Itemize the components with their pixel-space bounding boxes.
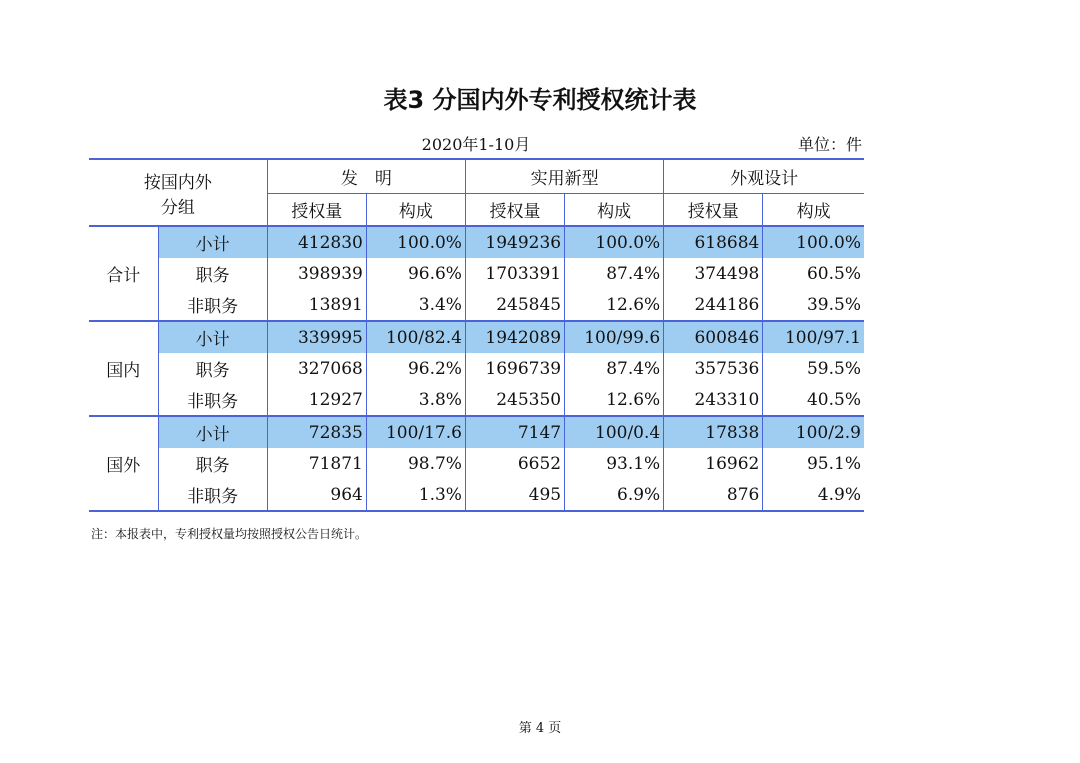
subheader-design-count: 授权量 xyxy=(664,194,763,227)
table-cell: 100/0.4 xyxy=(565,416,664,448)
table-cell: 1703391 xyxy=(465,258,564,289)
table-cell: 12927 xyxy=(267,384,366,416)
table-cell: 398939 xyxy=(267,258,366,289)
group-header-line-1: 按国内外 xyxy=(143,172,212,193)
table-cell: 59.5% xyxy=(763,353,864,384)
table-cell: 964 xyxy=(267,479,366,511)
subheader-invention-count: 授权量 xyxy=(267,194,366,227)
table-row xyxy=(89,321,864,353)
table-cell: 40.5% xyxy=(763,384,864,416)
header-utility-model: 实用新型 xyxy=(465,159,663,194)
table-cell: 96.2% xyxy=(366,353,465,384)
table-cell: 100.0% xyxy=(366,226,465,258)
row-label: 小计 xyxy=(158,416,267,448)
table-cell: 95.1% xyxy=(763,448,864,479)
table-cell: 412830 xyxy=(267,226,366,258)
table-cell: 96.6% xyxy=(366,258,465,289)
table-row xyxy=(89,416,864,448)
table-cell: 12.6% xyxy=(565,289,664,321)
table-title: 表3 分国内外专利授权统计表 xyxy=(383,86,697,114)
table-row xyxy=(89,258,864,289)
row-label: 非职务 xyxy=(158,289,267,321)
table-cell: 100/17.6 xyxy=(366,416,465,448)
table-cell: 71871 xyxy=(267,448,366,479)
table-cell: 327068 xyxy=(267,353,366,384)
table-note: 注：本报表中，专利授权量均按照授权公告日统计。 xyxy=(91,527,368,541)
table-cell: 87.4% xyxy=(565,258,664,289)
table-row xyxy=(89,226,864,258)
table-cell: 12.6% xyxy=(565,384,664,416)
page-number: 第 4 页 xyxy=(518,721,562,736)
table-cell: 876 xyxy=(664,479,763,511)
table-cell: 374498 xyxy=(664,258,763,289)
table-row xyxy=(89,479,864,511)
table-cell: 13891 xyxy=(267,289,366,321)
table-cell: 98.7% xyxy=(366,448,465,479)
table-cell: 1942089 xyxy=(465,321,564,353)
table-cell: 100.0% xyxy=(763,226,864,258)
table-cell: 100/82.4 xyxy=(366,321,465,353)
subheader-design-share: 构成 xyxy=(763,194,864,227)
header-invention: 发 明 xyxy=(267,159,465,194)
table-row xyxy=(89,289,864,321)
table-cell: 618684 xyxy=(664,226,763,258)
row-label: 非职务 xyxy=(158,384,267,416)
table-cell: 495 xyxy=(465,479,564,511)
row-label: 小计 xyxy=(158,321,267,353)
table-cell: 6652 xyxy=(465,448,564,479)
period-label: 2020年1-10月 xyxy=(421,135,531,154)
patent-statistics-table xyxy=(89,158,864,512)
table-cell: 357536 xyxy=(664,353,763,384)
row-label: 小计 xyxy=(158,226,267,258)
table-cell: 39.5% xyxy=(763,289,864,321)
subheader-utility-count: 授权量 xyxy=(465,194,564,227)
table-cell: 3.8% xyxy=(366,384,465,416)
table-cell: 600846 xyxy=(664,321,763,353)
group-label-total: 合计 xyxy=(89,226,158,321)
table-cell: 243310 xyxy=(664,384,763,416)
table-cell: 339995 xyxy=(267,321,366,353)
table-cell: 72835 xyxy=(267,416,366,448)
table-cell: 100/99.6 xyxy=(565,321,664,353)
table-row xyxy=(89,448,864,479)
table-cell: 244186 xyxy=(664,289,763,321)
table-cell: 17838 xyxy=(664,416,763,448)
group-label-foreign: 国外 xyxy=(89,416,158,511)
table-cell: 100.0% xyxy=(565,226,664,258)
table-cell: 6.9% xyxy=(565,479,664,511)
table-cell: 245350 xyxy=(465,384,564,416)
table-cell: 100/2.9 xyxy=(763,416,864,448)
row-label: 职务 xyxy=(158,258,267,289)
table-cell: 1949236 xyxy=(465,226,564,258)
row-label: 职务 xyxy=(158,353,267,384)
table-cell: 16962 xyxy=(664,448,763,479)
subheader-invention-share: 构成 xyxy=(366,194,465,227)
table-cell: 1696739 xyxy=(465,353,564,384)
table-cell: 93.1% xyxy=(565,448,664,479)
table-cell: 4.9% xyxy=(763,479,864,511)
group-header-line-2: 分组 xyxy=(160,197,195,218)
table-cell: 60.5% xyxy=(763,258,864,289)
table-cell: 100/97.1 xyxy=(763,321,864,353)
table-cell: 7147 xyxy=(465,416,564,448)
group-label-domestic: 国内 xyxy=(89,321,158,416)
group-column-header xyxy=(89,159,267,226)
table-row xyxy=(89,384,864,416)
table-cell: 245845 xyxy=(465,289,564,321)
table-cell: 87.4% xyxy=(565,353,664,384)
table-cell: 3.4% xyxy=(366,289,465,321)
unit-label: 单位：件 xyxy=(797,135,862,154)
table-cell: 1.3% xyxy=(366,479,465,511)
subheader-utility-share: 构成 xyxy=(565,194,664,227)
row-label: 职务 xyxy=(158,448,267,479)
header-row-1 xyxy=(89,159,864,194)
header-design: 外观设计 xyxy=(664,159,864,194)
table-row xyxy=(89,353,864,384)
row-label: 非职务 xyxy=(158,479,267,511)
